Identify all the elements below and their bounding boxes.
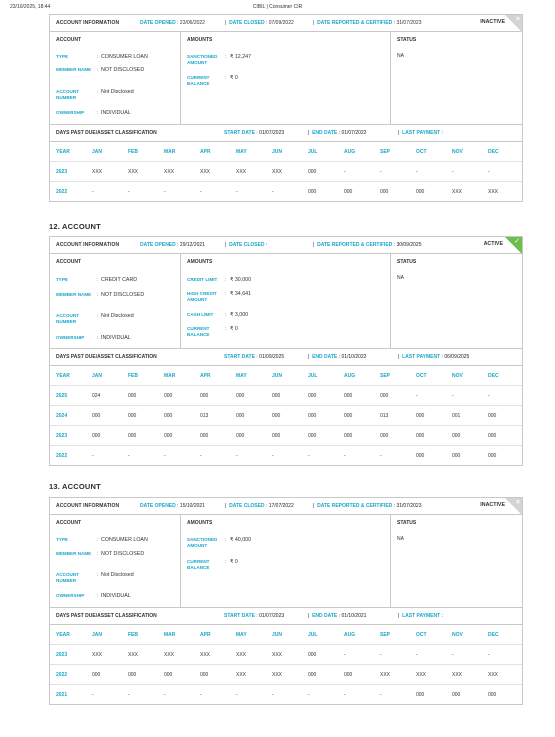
amounts-column: AMOUNTS SANCTIONED AMOUNT : ₹ 40,000 CURRENT BALANCE : ₹ 0 [181, 515, 391, 607]
month-header-aug: AUG [344, 632, 356, 638]
dpd-value-cell: 000 [416, 433, 425, 439]
dpd-value-cell: - [92, 189, 94, 195]
date-opened-value: 23/06/2022 [179, 20, 205, 26]
status-value: NA [397, 53, 404, 59]
dpd-value-cell: 000 [272, 433, 281, 439]
dpd-value-cell: 000 [236, 393, 245, 399]
current-balance-value: ₹ 0 [230, 326, 238, 332]
account-card-13 [49, 497, 523, 705]
dpd-value-cell: 000 [380, 433, 389, 439]
date-opened-value: 15/10/2021 [179, 503, 205, 509]
dpd-value-cell: - [308, 453, 310, 459]
month-header-jul: JUL [308, 149, 318, 155]
dpd-value-cell: 000 [164, 413, 173, 419]
member-name-value: NOT DISCLOSED [101, 67, 145, 73]
dpd-value-cell: 000 [272, 413, 281, 419]
status-column: STATUS NA [397, 520, 417, 542]
type-value: CONSUMER LOAN [101, 537, 148, 543]
dpd-value-cell: - [452, 169, 454, 175]
dpd-year-cell: 2022 [56, 453, 68, 459]
dpd-value-cell: 000 [488, 413, 497, 419]
month-header-jan: JAN [92, 149, 103, 155]
dpd-value-cell: XXX [236, 652, 247, 658]
dpd-value-cell: XXX [92, 169, 103, 175]
month-header-dec: DEC [488, 149, 499, 155]
date-reported-value: 31/07/2023 [396, 503, 422, 509]
dpd-year-row [50, 406, 522, 426]
month-header-jun: JUN [272, 149, 283, 155]
dpd-value-cell: - [416, 169, 418, 175]
dpd-year-row [50, 446, 522, 465]
dpd-value-cell: XXX [92, 652, 103, 658]
dpd-value-cell: 000 [452, 692, 461, 698]
dpd-value-cell: 000 [272, 393, 281, 399]
month-header-jan: JAN [92, 632, 103, 638]
dpd-value-cell: 000 [128, 413, 137, 419]
month-header-apr: APR [200, 373, 211, 379]
sanctioned-amount-value: ₹ 40,000 [230, 537, 252, 543]
member-name-value: NOT DISCLOSED [101, 292, 145, 298]
dpd-value-cell: 000 [416, 189, 425, 195]
date-closed-value: 17/07/2022 [268, 503, 294, 509]
dpd-value-cell: - [452, 393, 454, 399]
dpd-value-cell: 000 [380, 189, 389, 195]
print-datetime: 23/10/2025, 18:44 [10, 4, 51, 10]
dpd-value-cell: 000 [308, 433, 317, 439]
status-column: STATUS NA [397, 259, 417, 281]
dpd-value-cell: 000 [308, 169, 317, 175]
credit-limit-value: ₹ 30,000 [230, 277, 252, 283]
dpd-value-cell: - [344, 652, 346, 658]
end-date-value: 01/07/2022 [341, 130, 367, 136]
account-number-value: Not Disclosed [101, 572, 134, 578]
print-header [0, 4, 555, 14]
dpd-value-cell: - [272, 189, 274, 195]
dpd-value-cell: 000 [128, 433, 137, 439]
dpd-year-row [50, 162, 522, 182]
status-badge: INACTIVE [480, 502, 505, 508]
dpd-value-cell: 000 [164, 433, 173, 439]
dpd-value-cell: - [236, 189, 238, 195]
month-header-year: YEAR [56, 149, 70, 155]
month-header-jun: JUN [272, 632, 283, 638]
account-number-value: Not Disclosed [101, 89, 134, 95]
dpd-value-cell: XXX [416, 672, 427, 678]
month-header-mar: MAR [164, 632, 176, 638]
dpd-value-cell: 000 [416, 692, 425, 698]
dpd-value-cell: 013 [200, 413, 209, 419]
dpd-value-cell: XXX [128, 169, 139, 175]
dpd-value-cell: 000 [380, 393, 389, 399]
dpd-value-cell: - [416, 652, 418, 658]
start-date-value: 01/07/2023 [259, 613, 285, 619]
month-header-feb: FEB [128, 373, 138, 379]
status-value: NA [397, 275, 404, 281]
dpd-value-cell: 000 [344, 672, 353, 678]
dpd-value-cell: 000 [416, 453, 425, 459]
dpd-value-cell: - [164, 189, 166, 195]
dpd-value-cell: - [380, 692, 382, 698]
last-payment-value: 06/09/2025 [444, 354, 470, 360]
dpd-value-cell: 000 [308, 652, 317, 658]
end-date-value: 01/10/2021 [341, 613, 367, 619]
type-value: CONSUMER LOAN [101, 54, 148, 60]
dpd-grid-header [50, 625, 522, 645]
dpd-value-cell: - [380, 453, 382, 459]
dpd-value-cell: 000 [128, 393, 137, 399]
type-value: CREDIT CARD [101, 277, 138, 283]
month-header-jun: JUN [272, 373, 283, 379]
dpd-value-cell: 000 [92, 672, 101, 678]
dpd-value-cell: - [344, 692, 346, 698]
end-date-value: 01/10/2022 [341, 354, 367, 360]
dpd-year-cell: 2024 [56, 413, 68, 419]
dpd-year-row [50, 426, 522, 446]
date-reported-value: 31/07/2023 [396, 20, 422, 26]
dpd-year-cell: 2023 [56, 652, 68, 658]
dpd-value-cell: XXX [200, 652, 211, 658]
dpd-grid [50, 142, 522, 201]
dpd-value-cell: - [128, 189, 130, 195]
dpd-value-cell: 000 [128, 672, 137, 678]
dpd-value-cell: 024 [92, 393, 101, 399]
dpd-value-cell: 000 [344, 393, 353, 399]
dpd-value-cell: XXX [452, 672, 463, 678]
dpd-grid [50, 625, 522, 704]
date-reported-value: 30/09/2025 [396, 242, 422, 248]
amounts-column: AMOUNTS SANCTIONED AMOUNT : ₹ 12,247 CURRENT BALANCE : ₹ 0 [181, 32, 391, 124]
month-header-mar: MAR [164, 373, 176, 379]
ownership-value: INDIVIDUAL [101, 110, 131, 116]
close-icon: × [515, 16, 520, 23]
month-header-apr: APR [200, 149, 211, 155]
amounts-column: AMOUNTS CREDIT LIMIT : ₹ 30,000 HIGH CREDIT AMOUNT : ₹ 34,641 CASH LIMIT : ₹ 3,000 CURRENT BALANCE : ₹ 0 [181, 254, 391, 348]
dpd-value-cell: XXX [272, 652, 283, 658]
close-icon: × [515, 499, 520, 506]
start-date-value: 01/09/2025 [259, 354, 285, 360]
dpd-value-cell: - [200, 189, 202, 195]
dpd-value-cell: 000 [416, 413, 425, 419]
dpd-grid-header [50, 142, 522, 162]
print-title: CIBIL | Consumer CIR [252, 4, 303, 10]
dpd-value-cell: 000 [164, 393, 173, 399]
dpd-year-cell: 2022 [56, 672, 68, 678]
dpd-value-cell: 000 [200, 672, 209, 678]
dpd-header: DAYS PAST DUE/ASSET CLASSIFICATION START DATE : 01/09/2025 | END DATE : 01/10/2022 | LAST PAYMENT : 06/09/2025 [50, 349, 522, 366]
month-header-sep: SEP [380, 373, 391, 379]
cash-limit-value: ₹ 3,000 [230, 312, 249, 318]
dpd-value-cell: 000 [488, 453, 497, 459]
account-column: ACCOUNT TYPE : CONSUMER LOAN MEMBER NAME : NOT DISCLOSED ACCOUNT NUMBER : Not Disclosed OWNERSHIP : INDIVIDUAL [50, 32, 181, 124]
dpd-value-cell: 000 [92, 433, 101, 439]
dpd-value-cell: 000 [308, 413, 317, 419]
dpd-value-cell: 000 [488, 433, 497, 439]
status-badge: INACTIVE [480, 19, 505, 25]
dpd-year-row [50, 386, 522, 406]
dpd-value-cell: 000 [200, 433, 209, 439]
status-value: NA [397, 536, 404, 542]
dpd-value-cell: XXX [488, 189, 499, 195]
dpd-value-cell: 000 [308, 672, 317, 678]
dpd-value-cell: 000 [344, 413, 353, 419]
current-balance-value: ₹ 0 [230, 559, 238, 565]
month-header-mar: MAR [164, 149, 176, 155]
month-header-may: MAY [236, 632, 247, 638]
account-details-grid [50, 254, 522, 349]
month-header-oct: OCT [416, 149, 427, 155]
dpd-value-cell: 000 [488, 692, 497, 698]
month-header-year: YEAR [56, 373, 70, 379]
dpd-value-cell: - [164, 692, 166, 698]
dpd-value-cell: XXX [236, 672, 247, 678]
dpd-value-cell: 000 [92, 413, 101, 419]
month-header-jul: JUL [308, 373, 318, 379]
dpd-value-cell: 000 [236, 413, 245, 419]
dpd-value-cell: - [92, 692, 94, 698]
account-card-11 [49, 14, 523, 202]
status-column: STATUS NA [397, 37, 417, 59]
dpd-value-cell: XXX [128, 652, 139, 658]
dpd-value-cell: 000 [344, 189, 353, 195]
dpd-header: DAYS PAST DUE/ASSET CLASSIFICATION START DATE : 01/07/2023 | END DATE : 01/10/2021 | LAST PAYMENT : [50, 608, 522, 625]
month-header-aug: AUG [344, 373, 356, 379]
dpd-value-cell: - [200, 453, 202, 459]
dpd-year-row [50, 645, 522, 665]
dpd-value-cell: - [488, 169, 490, 175]
dpd-value-cell: 000 [308, 189, 317, 195]
month-header-sep: SEP [380, 632, 391, 638]
dpd-value-cell: - [452, 652, 454, 658]
dpd-year-cell: 2023 [56, 433, 68, 439]
account-heading-13: 13. ACCOUNT [49, 482, 101, 491]
dpd-value-cell: 000 [164, 672, 173, 678]
dpd-value-cell: - [272, 453, 274, 459]
month-header-feb: FEB [128, 149, 138, 155]
member-name-value: NOT DISCLOSED [101, 551, 145, 557]
account-details-grid [50, 515, 522, 608]
dpd-value-cell: 001 [452, 413, 461, 419]
dpd-value-cell: - [236, 453, 238, 459]
dpd-year-cell: 2023 [56, 169, 68, 175]
dpd-value-cell: XXX [272, 169, 283, 175]
account-heading-12: 12. ACCOUNT [49, 222, 101, 231]
dpd-year-cell: 2022 [56, 189, 68, 195]
dpd-value-cell: 000 [452, 453, 461, 459]
dpd-year-row [50, 685, 522, 704]
dpd-header: DAYS PAST DUE/ASSET CLASSIFICATION START DATE : 01/07/2023 | END DATE : 01/07/2022 | LAST PAYMENT : [50, 125, 522, 142]
dpd-value-cell: XXX [164, 652, 175, 658]
dpd-value-cell: - [380, 169, 382, 175]
dpd-value-cell: XXX [272, 672, 283, 678]
status-badge: ACTIVE [483, 241, 503, 247]
dpd-year-row [50, 182, 522, 201]
high-credit-value: ₹ 34,641 [230, 291, 252, 297]
month-header-jul: JUL [308, 632, 318, 638]
month-header-dec: DEC [488, 632, 499, 638]
dpd-value-cell: - [488, 652, 490, 658]
month-header-nov: NOV [452, 149, 463, 155]
dpd-value-cell: 000 [308, 393, 317, 399]
month-header-year: YEAR [56, 632, 70, 638]
date-opened-value: 29/12/2021 [179, 242, 205, 248]
month-header-dec: DEC [488, 373, 499, 379]
dpd-value-cell: - [380, 652, 382, 658]
month-header-oct: OCT [416, 373, 427, 379]
dpd-value-cell: XXX [380, 672, 391, 678]
sanctioned-amount-value: ₹ 12,247 [230, 54, 252, 60]
dpd-value-cell: 000 [200, 393, 209, 399]
start-date-value: 01/07/2023 [259, 130, 285, 136]
dpd-value-cell: - [344, 453, 346, 459]
dpd-value-cell: XXX [488, 672, 499, 678]
ownership-value: INDIVIDUAL [101, 335, 131, 341]
dpd-value-cell: - [200, 692, 202, 698]
ownership-value: INDIVIDUAL [101, 593, 131, 599]
dpd-value-cell: XXX [164, 169, 175, 175]
month-header-oct: OCT [416, 632, 427, 638]
dpd-year-cell: 2021 [56, 692, 68, 698]
dpd-value-cell: - [272, 692, 274, 698]
account-number-value: Not Disclosed [101, 313, 134, 319]
month-header-feb: FEB [128, 632, 138, 638]
dpd-value-cell: - [92, 453, 94, 459]
dpd-grid [50, 366, 522, 465]
dpd-value-cell: - [236, 692, 238, 698]
dpd-value-cell: 000 [236, 433, 245, 439]
account-info-row: ACCOUNT INFORMATION DATE OPENED : 29/12/2021 | DATE CLOSED : | DATE REPORTED & CERTIFIED : 30/09/2025 ACTIVE ✓ [50, 237, 522, 254]
dpd-value-cell: - [164, 453, 166, 459]
dpd-value-cell: - [344, 169, 346, 175]
account-card-12 [49, 236, 523, 466]
month-header-sep: SEP [380, 149, 391, 155]
current-balance-value: ₹ 0 [230, 75, 238, 81]
month-header-nov: NOV [452, 632, 463, 638]
month-header-apr: APR [200, 632, 211, 638]
dpd-value-cell: - [416, 393, 418, 399]
account-column: ACCOUNT TYPE : CONSUMER LOAN MEMBER NAME : NOT DISCLOSED ACCOUNT NUMBER : Not Disclosed OWNERSHIP : INDIVIDUAL [50, 515, 181, 607]
dpd-value-cell: 000 [452, 433, 461, 439]
check-icon: ✓ [514, 238, 520, 245]
month-header-jan: JAN [92, 373, 103, 379]
account-column: ACCOUNT TYPE : CREDIT CARD MEMBER NAME : NOT DISCLOSED ACCOUNT NUMBER : Not Disclosed OWNERSHIP : INDIVIDUAL [50, 254, 181, 348]
dpd-year-cell: 2025 [56, 393, 68, 399]
dpd-value-cell: - [488, 393, 490, 399]
dpd-year-row [50, 665, 522, 685]
dpd-value-cell: - [128, 692, 130, 698]
date-closed-value: 07/09/2022 [268, 20, 294, 26]
account-info-label: ACCOUNT INFORMATION [56, 20, 120, 26]
account-details-grid [50, 32, 522, 125]
dpd-value-cell: - [128, 453, 130, 459]
account-info-row: ACCOUNT INFORMATION DATE OPENED : 23/06/2022 | DATE CLOSED : 07/09/2022 | DATE REPORTED & CERTIFIED : 31/07/2023 INACTIVE × [50, 15, 522, 32]
dpd-value-cell: XXX [200, 169, 211, 175]
account-info-row: ACCOUNT INFORMATION DATE OPENED : 15/10/2021 | DATE CLOSED : 17/07/2022 | DATE REPORTED & CERTIFIED : 31/07/2023 INACTIVE × [50, 498, 522, 515]
dpd-value-cell: 013 [380, 413, 389, 419]
month-header-may: MAY [236, 149, 247, 155]
dpd-value-cell: XXX [236, 169, 247, 175]
month-header-nov: NOV [452, 373, 463, 379]
dpd-grid-header [50, 366, 522, 386]
month-header-may: MAY [236, 373, 247, 379]
dpd-value-cell: - [308, 692, 310, 698]
dpd-value-cell: XXX [452, 189, 463, 195]
month-header-aug: AUG [344, 149, 356, 155]
dpd-value-cell: 000 [344, 433, 353, 439]
